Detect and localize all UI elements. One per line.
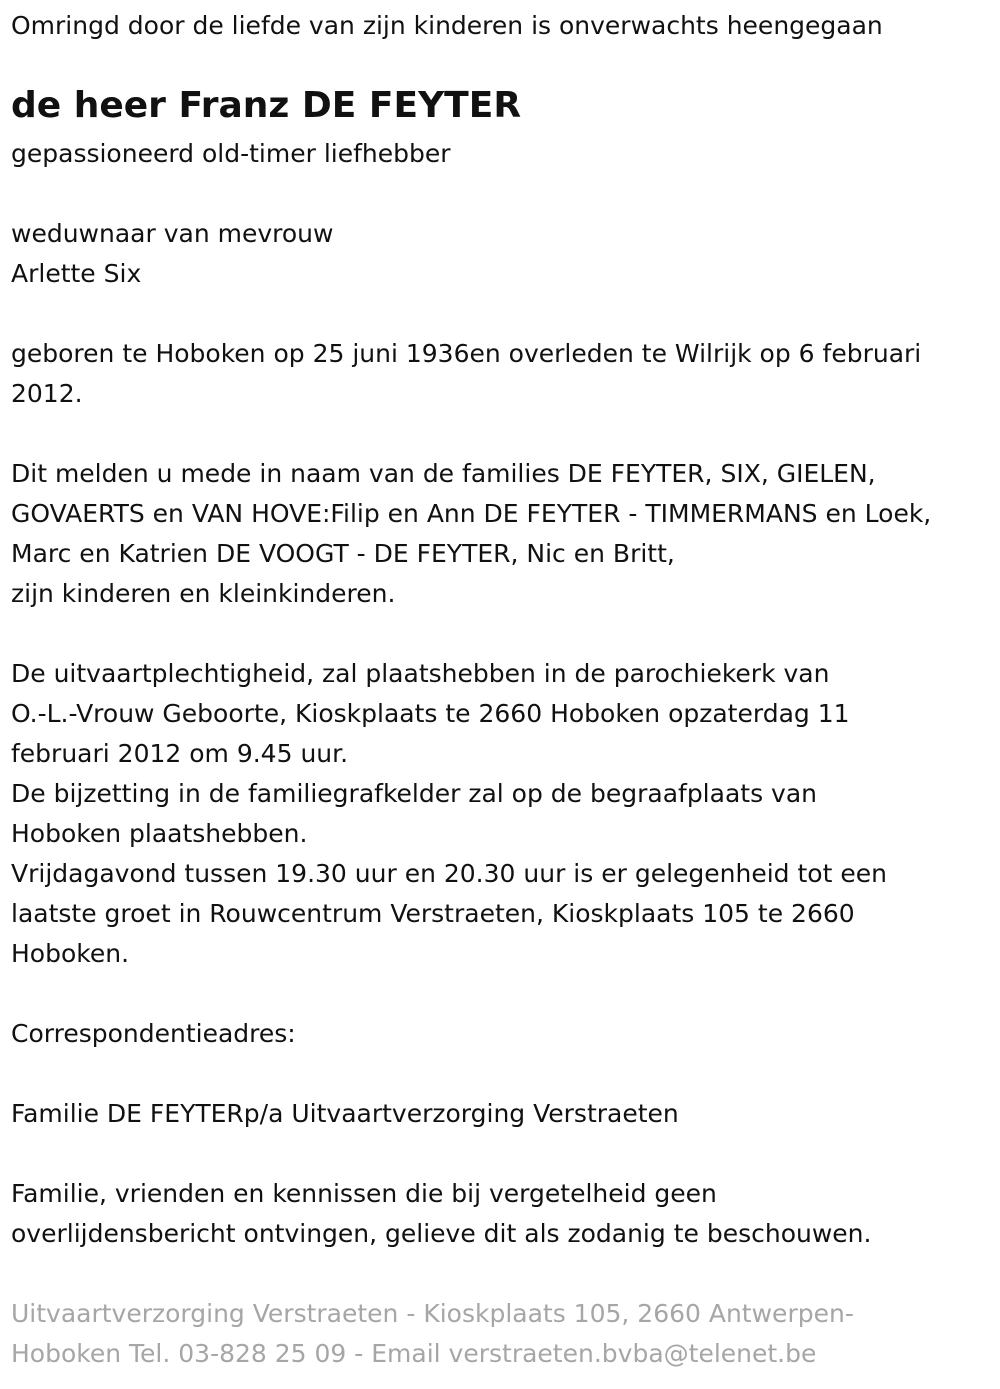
deceased-name: de heer Franz DE FEYTER [11,85,522,126]
footer-line: Uitvaartverzorging Verstraeten - Kioskplaats 105, 2660 Antwerpen- [11,1299,854,1328]
ceremony-line: O.-L.-Vrouw Geboorte, Kioskplaats te 2660 Hoboken opzaterdag 11 [11,699,850,728]
intro-text: Omringd door de liefde van zijn kinderen is onverwachts heengegaan [11,11,883,40]
family-block [11,454,931,614]
spouse-block [11,214,333,294]
ceremony-line: De uitvaartplechtigheid, zal plaatshebben in de parochiekerk van [11,659,830,688]
family-line: zijn kinderen en kleinkinderen. [11,579,396,608]
ceremony-block [11,654,887,974]
spouse-line: weduwnaar van mevrouw [11,219,334,248]
ceremony-line: Hoboken plaatshebben. [11,819,308,848]
ceremony-line: Hoboken. [11,939,130,968]
footer-line: Hoboken Tel. 03-828 25 09 - Email verstraeten.bvba@telenet.be [11,1339,817,1368]
ceremony-line: De bijzetting in de familiegrafkelder zal op de begraafplaats van [11,779,818,808]
family-line: Dit melden u mede in naam van de families DE FEYTER, SIX, GIELEN, [11,459,876,488]
family-line: GOVAERTS en VAN HOVE:Filip en Ann DE FEYTER - TIMMERMANS en Loek, [11,499,932,528]
notice-line: overlijdensbericht ontvingen, gelieve dit als zodanig te beschouwen. [11,1219,872,1248]
spouse-name: Arlette Six [11,259,142,288]
birth-death-block [11,334,921,414]
correspondence-address: Familie DE FEYTERp/a Uitvaartverzorging Verstraeten [11,1099,679,1128]
correspondence-label: Correspondentieadres: [11,1019,296,1048]
notice-block [11,1174,871,1254]
birth-death-line: 2012. [11,379,83,408]
ceremony-line: Vrijdagavond tussen 19.30 uur en 20.30 uur is er gelegenheid tot een [11,859,887,888]
family-line: Marc en Katrien DE VOOGT - DE FEYTER, Nic en Britt, [11,539,675,568]
funeral-home-footer [11,1294,854,1374]
ceremony-line: laatste groet in Rouwcentrum Verstraeten, Kioskplaats 105 te 2660 [11,899,855,928]
ceremony-line: februari 2012 om 9.45 uur. [11,739,349,768]
birth-death-line: geboren te Hoboken op 25 juni 1936en overleden te Wilrijk op 6 februari [11,339,922,368]
subtitle-text: gepassioneerd old-timer liefhebber [11,139,451,168]
notice-line: Familie, vrienden en kennissen die bij vergetelheid geen [11,1179,717,1208]
